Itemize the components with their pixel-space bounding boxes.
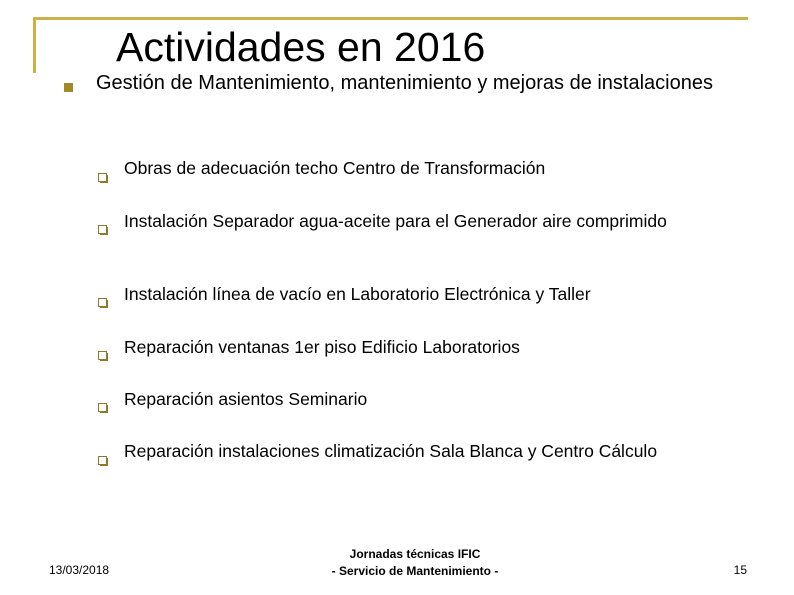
sub-item-text: Reparación ventanas 1er piso Edificio Laboratorios [124,337,520,357]
footer-event [300,546,530,580]
footer-event-line2: - Servicio de Mantenimiento - [331,564,499,578]
checkbox-bullet-icon [98,456,107,465]
sub-item-text: Instalación Separador agua-aceite para el Generador aire comprimido [124,211,667,231]
main-item-text: Gestión de Mantenimiento, mantenimiento y mejoras de instalaciones [96,72,713,94]
sub-item-text: Reparación asientos Seminario [124,389,368,409]
checkbox-bullet-icon [98,351,107,360]
checkbox-bullet-icon [98,403,107,412]
title-frame-left [33,17,36,73]
slide-title: Actividades en 2016 [116,24,486,70]
sub-item-text: Instalación línea de vacío en Laboratorio Electrónica y Taller [124,284,591,304]
checkbox-bullet-icon [98,173,107,182]
sub-item-text: Obras de adecuación techo Centro de Transformación [124,158,546,178]
footer-date: 13/03/2018 [49,563,110,577]
footer-event-line1: Jornadas técnicas IFIC [349,547,481,561]
page-number: 15 [733,563,747,577]
checkbox-bullet-icon [98,225,107,234]
checkbox-bullet-icon [98,298,107,307]
main-bullet-icon [64,83,73,92]
title-frame-top [33,17,748,20]
sub-item-text: Reparación instalaciones climatización Sala Blanca y Centro Cálculo [124,441,658,461]
